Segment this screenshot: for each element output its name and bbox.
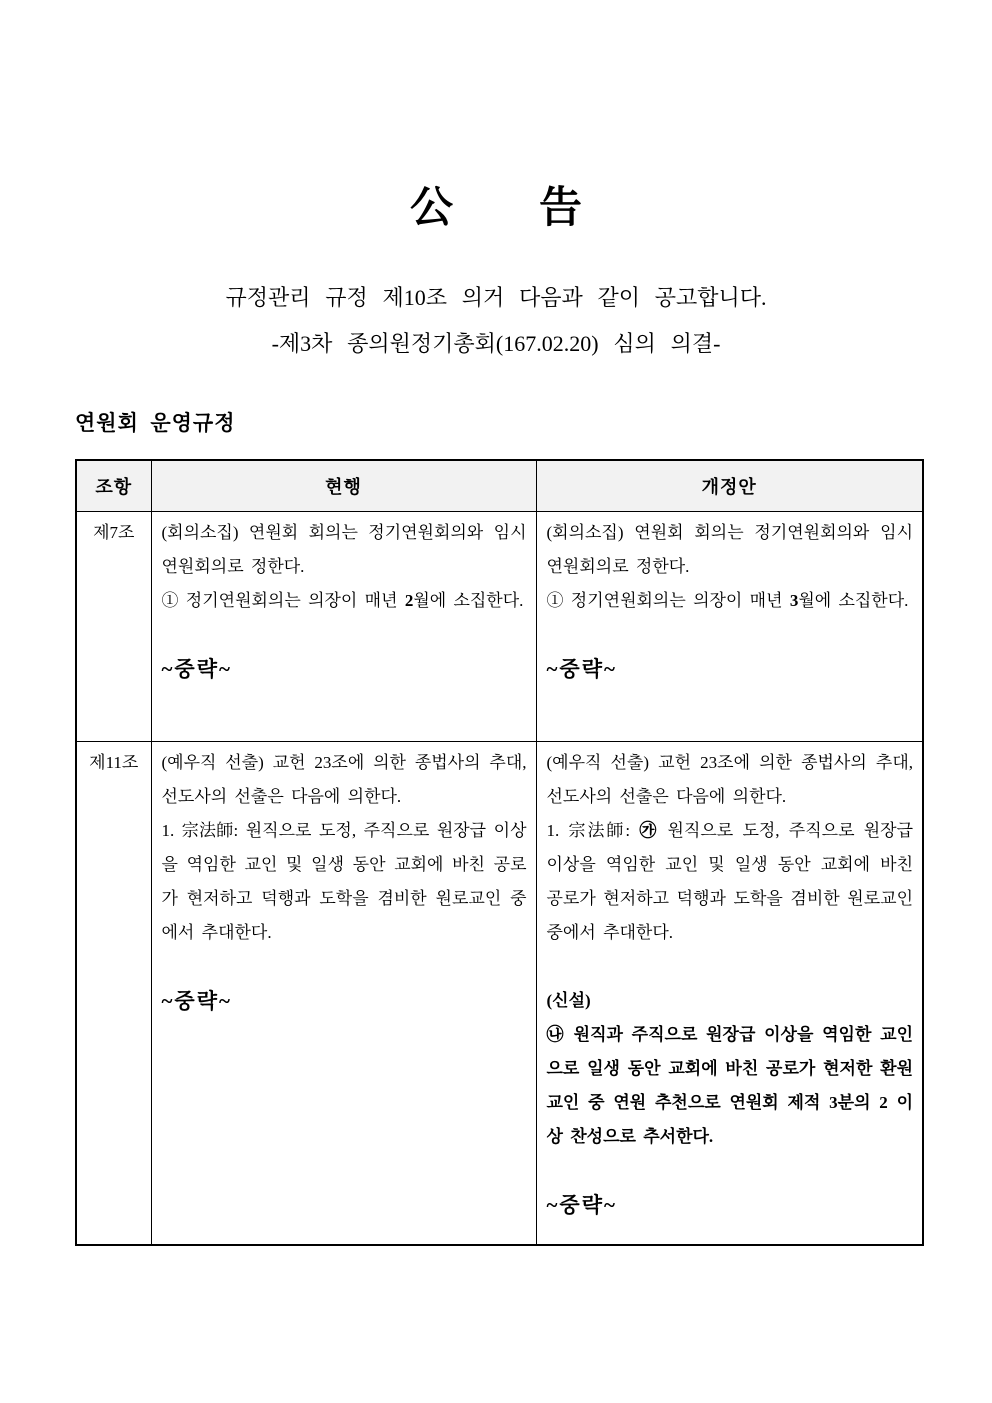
notice-statement: 규정관리 규정 제10조 의거 다음과 같이 공고합니다. [225, 284, 767, 310]
article-number: 제11조 [76, 742, 151, 1245]
clause-paragraph: (회의소집) 연원회 회의는 정기연원회의와 임시 연원회의로 정한다. [546, 523, 913, 577]
resolution-reference: -제3차 종의원정기총회(167.02.20) 심의 의결- [271, 330, 721, 356]
table-header-row [76, 460, 923, 512]
clause-paragraph: ① 정기연원회의는 의장이 매년 2월에 소집한다. [161, 591, 524, 611]
table-row [76, 512, 923, 742]
omission-mark: ~중략~ [546, 657, 617, 682]
header-article-column: 조항 [76, 460, 151, 512]
omission-mark: ~중략~ [161, 657, 232, 682]
clause-paragraph: (예우직 선출) 교헌 23조에 의한 종법사의 추대, 선도사의 선출은 다음에 의한다. [161, 753, 527, 807]
clause-paragraph [547, 1154, 914, 1188]
omission-mark: ~중략~ [546, 1193, 617, 1218]
current-clause-cell [151, 512, 536, 742]
clause-paragraph: (예우직 선출) 교헌 23조에 의한 종법사의 추대, 선도사의 선출은 다음에 의한다. [546, 753, 913, 807]
article-number: 제7조 [76, 512, 151, 742]
clause-paragraph: ㉯ 원직과 주직으로 원장급 이상을 역임한 교인으로 일생 동안 교회에 바친 공로가 현저한 환원 교인 중 연원 추천으로 연원회 제적 3분의 2 이상 찬성으로 추서한다. [546, 1025, 913, 1147]
clause-paragraph: 1. 宗法師: ㉮ 원직으로 도정, 주직으로 원장급 이상을 역임한 교인 및 일생 동안 교회에 바친 공로가 현저하고 덕행과 도학을 겸비한 원로교인 중에서 추대한다. [546, 821, 914, 943]
clause-paragraph: ① 정기연원회의는 의장이 매년 3월에 소집한다. [546, 591, 909, 611]
revised-clause-cell [536, 742, 923, 1245]
current-clause-cell [151, 742, 536, 1245]
clause-paragraph [547, 618, 914, 652]
clause-paragraph: (신설) [546, 991, 591, 1011]
clause-paragraph: 1. 宗法師: 원직으로 도정, 주직으로 원장급 이상을 역임한 교인 및 일생 동안 교회에 바친 공로가 현저하고 덕행과 도학을 겸비한 원로교인 중에서 추대한다. [161, 821, 527, 943]
page-title: 公 告 [410, 185, 582, 232]
clause-paragraph [547, 950, 914, 984]
section-heading: 연원회 운영규정 [75, 410, 236, 435]
header-current-column: 현행 [151, 460, 536, 512]
clause-paragraph [162, 950, 527, 984]
clause-paragraph: (회의소집) 연원회 회의는 정기연원회의와 임시 연원회의로 정한다. [161, 523, 527, 577]
clause-paragraph [162, 618, 527, 652]
omission-mark: ~중략~ [161, 989, 232, 1014]
header-revised-column: 개정안 [536, 460, 923, 512]
revised-clause-cell [536, 512, 923, 742]
table-row [76, 742, 923, 1245]
regulation-comparison-table [75, 459, 924, 1246]
